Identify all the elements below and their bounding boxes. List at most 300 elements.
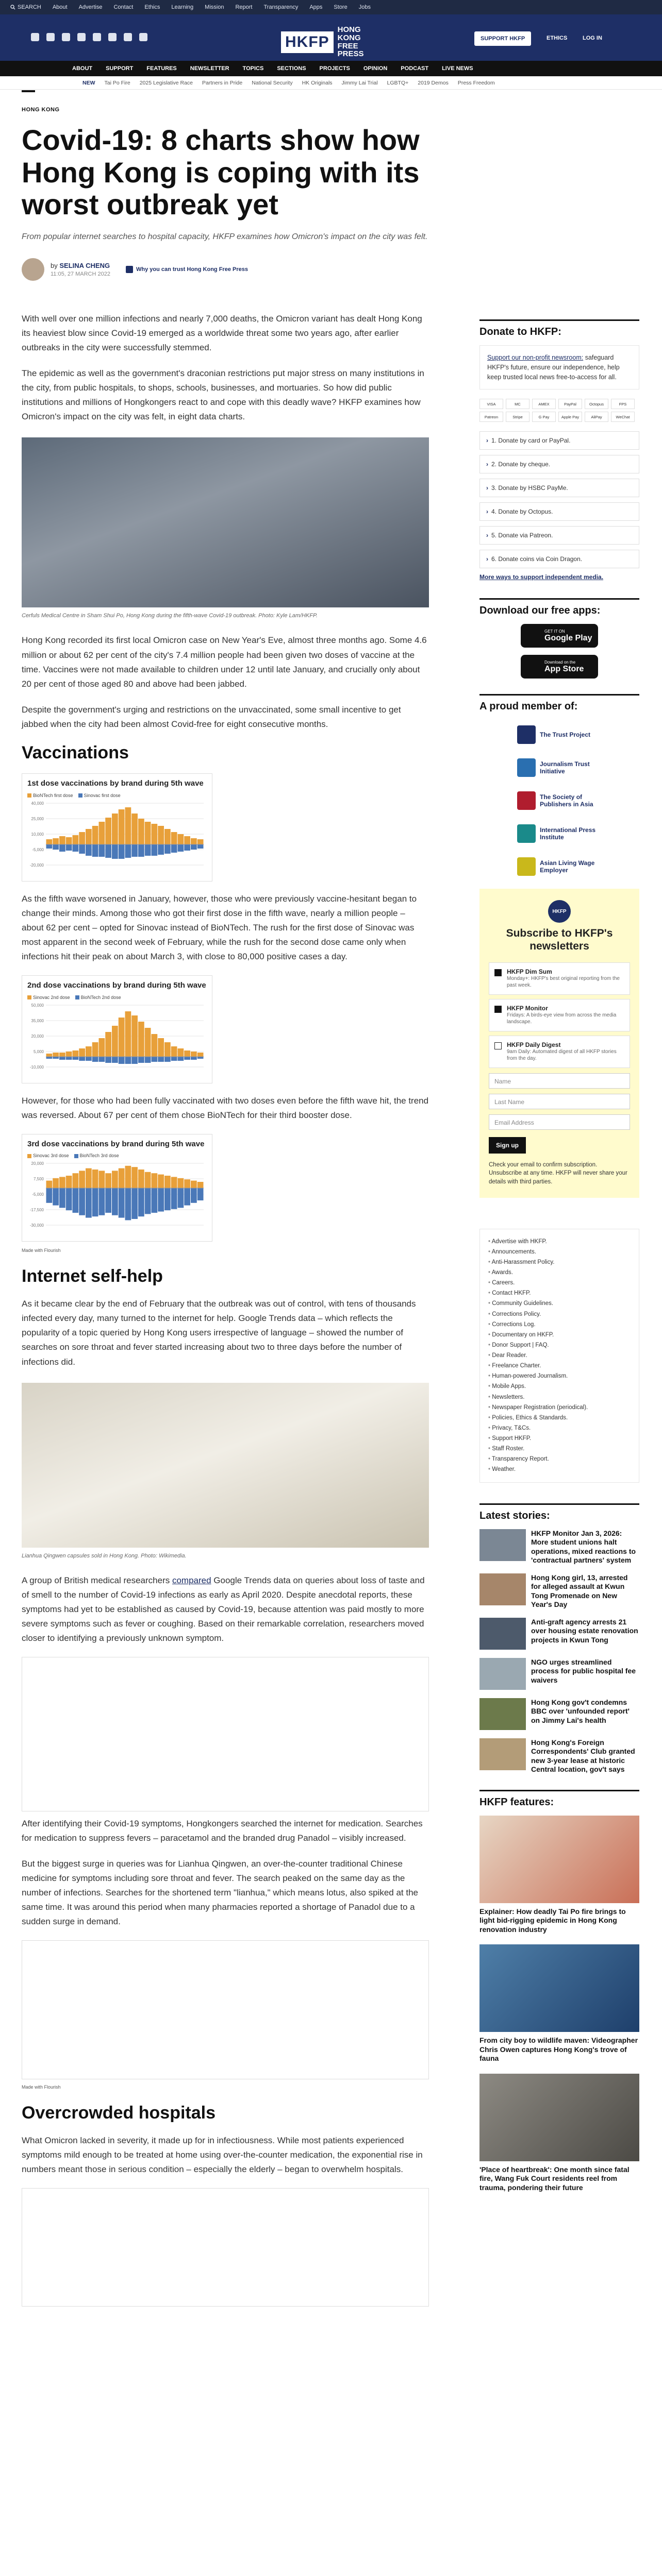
y-tick-label: 5,000 [33, 1049, 44, 1054]
donate-option-label: 6. Donate coins via Coin Dragon. [491, 555, 583, 563]
trust-badge[interactable] [126, 266, 248, 273]
ipi-icon [517, 824, 536, 843]
feature-image [479, 1944, 639, 2032]
name-input[interactable]: Name [489, 1073, 630, 1089]
legend-label: Sinovac 2nd dose [33, 994, 70, 1000]
top-link-contact[interactable]: Contact [113, 4, 134, 10]
section-heading-internet: Internet self-help [22, 1266, 163, 1286]
list-item[interactable]: • Mobile Apps. [488, 1381, 631, 1392]
bar-biontech [53, 844, 59, 850]
y-tick-label: -5,000 [32, 847, 44, 852]
list-item[interactable]: • Awards. [488, 1267, 631, 1278]
section-heading-hospitals: Overcrowded hospitals [22, 2103, 216, 2123]
donate-link[interactable]: Support our non-profit newsroom: [487, 354, 584, 361]
bar-sinovac [152, 1174, 158, 1189]
trending-link[interactable]: Jimmy Lai Trial [341, 79, 378, 86]
list-item[interactable]: • Newspaper Registration (periodical). [488, 1402, 631, 1413]
list-item[interactable]: • Transparency Report. [488, 1454, 631, 1464]
bar-sinovac [59, 836, 65, 844]
y-tick-label: 25,000 [31, 816, 44, 821]
bar-sinovac [197, 1182, 204, 1188]
bar-sinovac [197, 1053, 204, 1057]
top-link-store[interactable]: Store [334, 4, 347, 10]
bar-sinovac [112, 814, 118, 844]
bar-biontech [86, 1057, 92, 1061]
bar-biontech [131, 844, 138, 857]
bar-biontech [197, 1057, 204, 1059]
bar-biontech [184, 1188, 190, 1206]
bar-sinovac [99, 1038, 105, 1057]
author-name[interactable] [51, 262, 110, 269]
bar-biontech [66, 1188, 72, 1210]
author-link[interactable]: SELINA CHENG [59, 262, 110, 270]
trending-link[interactable]: LGBTQ+ [387, 79, 409, 86]
member-logo[interactable] [479, 819, 639, 849]
feature-title[interactable]: From city boy to wildlife maven: Videographer Chris Owen captures Hong Kong's trove of fauna [479, 2036, 638, 2063]
nav-item-projects[interactable]: PROJECTS [319, 65, 350, 72]
gp-big: Google Play [544, 633, 592, 642]
last-name-input[interactable]: Last Name [489, 1094, 630, 1109]
trust-badge-label: Why you can trust Hong Kong Free Press [136, 266, 248, 273]
main-nav [0, 61, 662, 76]
donate-option-label: 1. Donate by card or PayPal. [491, 437, 571, 445]
x-icon[interactable] [62, 33, 70, 41]
bar-sinovac [66, 837, 72, 844]
story-title[interactable]: NGO urges streamlined process for public hospital fee waivers [531, 1657, 636, 1684]
app-store-button[interactable] [521, 655, 598, 679]
as-big: App Store [544, 664, 584, 673]
bar-biontech [99, 1057, 105, 1062]
paragraph [22, 1573, 429, 1646]
top-link-jobs[interactable]: Jobs [358, 4, 371, 10]
bar-sinovac [191, 1052, 197, 1057]
bar-biontech [178, 1057, 184, 1061]
article-title: Covid-19: 8 charts show how Hong Kong is coping with its worst outbreak yet [22, 124, 420, 221]
list-item[interactable]: • Weather. [488, 1464, 631, 1475]
list-item[interactable]: • Human-powered Journalism. [488, 1371, 631, 1381]
bar-sinovac [99, 822, 105, 844]
bar-sinovac [119, 1168, 125, 1188]
section-heading-vaccinations: Vaccinations [22, 742, 129, 762]
bar-biontech [164, 844, 171, 854]
list-item[interactable]: • Anti-Harassment Policy. [488, 1257, 631, 1267]
latest-story[interactable] [479, 1738, 639, 1774]
list-item[interactable]: • Advertise with HKFP. [488, 1236, 631, 1247]
bar-biontech [46, 1188, 53, 1203]
top-link-report[interactable]: Report [235, 4, 253, 10]
top-link-about[interactable]: About [52, 4, 68, 10]
list-item[interactable]: • Dear Reader. [488, 1350, 631, 1361]
payment-logo: WeChat [611, 412, 635, 422]
bar-biontech [73, 1188, 79, 1213]
bar-biontech [105, 1057, 111, 1063]
author-prefix: by [51, 262, 58, 270]
bar-biontech [46, 844, 53, 849]
nav-item-podcast[interactable]: PODCAST [401, 65, 429, 72]
story-title[interactable]: Hong Kong girl, 13, arrested for alleged assault at Kwun Tong Promenade on New Year's Day [531, 1573, 628, 1609]
payment-logo: Stripe [506, 412, 529, 422]
checkbox-unchecked[interactable] [494, 1042, 502, 1049]
payment-logo: PayPal [558, 399, 582, 409]
bar-biontech [131, 1188, 138, 1219]
bar-sinovac [158, 826, 164, 844]
paragraph-text: A group of British medical researchers [22, 1575, 172, 1585]
nav-item-newsletter[interactable]: NEWSLETTER [190, 65, 229, 72]
latest-story[interactable] [479, 1573, 639, 1609]
trending-link[interactable]: Press Freedom [457, 79, 495, 86]
bar-biontech [158, 844, 164, 855]
bar-biontech [99, 1188, 105, 1215]
member-logo[interactable] [479, 720, 639, 750]
bar-sinovac [164, 829, 171, 844]
list-item[interactable]: • Newsletters. [488, 1392, 631, 1402]
donate-option-label: 4. Donate by Octopus. [491, 508, 553, 516]
chart-3rd-dose[interactable] [22, 1134, 212, 1242]
bar-sinovac [171, 832, 177, 844]
checkbox-checked[interactable] [494, 1006, 502, 1013]
bar-biontech [105, 844, 111, 858]
list-item[interactable]: • Freelance Charter. [488, 1361, 631, 1371]
y-tick-label: 10,000 [31, 832, 44, 837]
story-thumbnail [479, 1618, 526, 1650]
payment-logo: Patreon [479, 412, 503, 422]
site-header [0, 14, 662, 61]
bar-sinovac [46, 1054, 53, 1057]
bar-biontech [79, 1188, 85, 1215]
bar-biontech [171, 1188, 177, 1209]
y-tick-label: 7,500 [33, 1177, 44, 1182]
trending-link[interactable]: 2019 Demos [418, 79, 449, 86]
bar-biontech [197, 844, 204, 849]
site-logo[interactable] [281, 26, 379, 58]
bar-sinovac [145, 822, 151, 844]
paragraph: Despite the government's urging and restrictions on the unvaccinated, some small incentive to get jabbed when the city had been almost Covid-free for eight consecutive months. [22, 704, 401, 729]
bar-biontech [178, 1188, 184, 1208]
bar-sinovac [73, 1174, 79, 1189]
chart-title: 1st dose vaccinations by brand during 5th wave [27, 778, 204, 788]
as-small: Download on the [544, 659, 576, 665]
legend-label: BioNTech 2nd dose [80, 994, 121, 1000]
story-thumbnail [479, 1573, 526, 1605]
list-item[interactable]: • Policies, Ethics & Standards. [488, 1413, 631, 1423]
nl-option-desc: Monday+: HKFP's best original reporting from the past week. [507, 975, 620, 989]
legend-item [75, 995, 121, 1000]
compared-link[interactable]: compared [172, 1575, 211, 1585]
bar-biontech [112, 1188, 118, 1215]
chart-embed-placeholder[interactable] [22, 1940, 429, 2079]
paragraph: After identifying their Covid-19 symptoms, Hongkongers searched the internet for medication. Searches for medication to suppress fevers – paracetamol and the branded drug Panadol – visibly increased. [22, 1818, 423, 1843]
latest-story[interactable] [479, 1529, 639, 1565]
latest-story[interactable] [479, 1698, 639, 1730]
trust-project-icon [517, 725, 536, 744]
google-play-button[interactable] [521, 624, 598, 648]
bar-sinovac [138, 1022, 144, 1057]
story-title[interactable]: HKFP Monitor Jan 3, 2026: More student unions halt operations, mixed reactions to 'contractual partners' system [531, 1529, 636, 1565]
feature-story[interactable] [479, 1816, 639, 1935]
bar-biontech [119, 1057, 125, 1064]
latest-story[interactable] [479, 1658, 639, 1690]
bar-biontech [152, 1188, 158, 1213]
chart-embed-placeholder[interactable] [22, 2188, 429, 2307]
bar-biontech [86, 1188, 92, 1218]
bar-biontech [164, 1188, 171, 1210]
story-thumbnail [479, 1529, 526, 1561]
bar-sinovac [73, 835, 79, 844]
search-label: SEARCH [18, 4, 41, 10]
y-tick-label: 50,000 [31, 1003, 44, 1008]
payment-logo: G Pay [532, 412, 556, 422]
member-logo[interactable] [479, 753, 639, 783]
facebook-icon[interactable] [31, 33, 39, 41]
y-tick-label: -30,000 [29, 1223, 44, 1228]
payment-logo: VISA [479, 399, 503, 409]
email-input[interactable]: Email Address [489, 1114, 630, 1130]
list-item[interactable]: • Donor Support | FAQ. [488, 1340, 631, 1350]
nl-option-desc: 9am Daily: Automated digest of all HKFP stories from the day. [507, 1048, 617, 1062]
donate-option-label: 2. Donate by cheque. [491, 461, 551, 468]
gp-small: GET IT ON [544, 629, 565, 634]
list-item[interactable]: • Privacy, T&Cs. [488, 1423, 631, 1433]
list-item[interactable]: • Corrections Policy. [488, 1309, 631, 1319]
donate-option-label: 3. Donate by HSBC PayMe. [491, 484, 568, 492]
bar-biontech [125, 1188, 131, 1220]
bar-sinovac [66, 1052, 72, 1057]
bar-biontech [53, 1057, 59, 1059]
legend-item [27, 793, 73, 798]
legend-item [74, 1153, 119, 1158]
top-link-advertise[interactable]: Advertise [78, 4, 103, 10]
checkbox-checked[interactable] [494, 969, 502, 976]
chart-title: 3rd dose vaccinations by brand during 5th wave [27, 1139, 205, 1148]
latest-story[interactable] [479, 1618, 639, 1650]
bar-sinovac [66, 1176, 72, 1188]
donate-text: safeguard HKFP's future, ensure our independence, help keep trusted local news free-to-access for all. [487, 354, 620, 381]
feature-story[interactable] [479, 1944, 639, 2063]
trust-icon [126, 266, 133, 273]
list-item[interactable]: • Careers. [488, 1278, 631, 1288]
bar-biontech [125, 844, 131, 858]
support-button[interactable]: SUPPORT HKFP [474, 31, 531, 46]
photo-caption: Cerfuls Medical Centre in Sham Shui Po, Hong Kong during the fifth-wave Covid-19 outbreak. Photo: Kyle Lam/HKFP. [22, 613, 318, 619]
paragraph: With well over one million infections and nearly 7,000 deaths, the Omicron variant has dealt Hong Kong its heaviest blow since Covid-19 emerged as a worldwide threat some two years ago, after earlier outbreaks in the city were successfully stemmed. [22, 314, 422, 353]
nav-item-about[interactable]: ABOUT [72, 65, 93, 72]
payment-logo: MC [506, 399, 529, 409]
bar-sinovac [152, 824, 158, 844]
member-heading: A proud member of: [479, 694, 639, 713]
top-link-learning[interactable]: Learning [171, 4, 194, 10]
bar-sinovac [79, 1048, 85, 1057]
bar-biontech [138, 1188, 144, 1216]
chart-embed-placeholder[interactable] [22, 1657, 429, 1811]
nav-item-support[interactable]: SUPPORT [106, 65, 134, 72]
nav-item-live-news[interactable]: LIVE NEWS [442, 65, 473, 72]
flourish-credit[interactable]: Made with Flourish [22, 2084, 61, 2090]
legend-label: Sinovac 3rd dose [33, 1153, 69, 1159]
sopa-icon [517, 791, 536, 810]
flourish-credit[interactable]: Made with Flourish [22, 1248, 61, 1253]
feature-title[interactable]: 'Place of heartbreak': One month since fatal fire, Wang Fuk Court residents reel from trauma, pondering their future [479, 2165, 630, 2192]
feature-title[interactable]: Explainer: How deadly Tai Po fire brings to light bid-rigging epidemic in Hong Kong renovation industry [479, 1907, 626, 1934]
bar-sinovac [145, 1172, 151, 1188]
list-item[interactable]: • Documentary on HKFP. [488, 1330, 631, 1340]
chevron-right-icon: › [486, 555, 488, 563]
story-title[interactable]: Anti-graft agency arrests 21 over housing estate renovation projects in Kwun Tong [531, 1617, 638, 1644]
chart-2nd-dose[interactable] [22, 975, 212, 1083]
chevron-right-icon: › [486, 484, 488, 492]
feature-image [479, 1816, 639, 1903]
newsletter-option[interactable] [489, 999, 630, 1031]
instagram-icon[interactable] [46, 33, 55, 41]
bar-sinovac [53, 838, 59, 844]
member-label: International Press Institute [540, 826, 596, 841]
bar-sinovac [125, 1166, 131, 1188]
chart-legend [27, 1153, 207, 1158]
search-link[interactable] [10, 4, 41, 10]
member-label: The Trust Project [540, 731, 591, 739]
bar-sinovac [145, 1028, 151, 1057]
trending-link[interactable]: 2025 Legislative Race [139, 79, 193, 86]
bar-biontech [152, 1057, 158, 1062]
bar-biontech [92, 1057, 98, 1062]
legend-item [78, 793, 121, 798]
chart-svg [27, 1002, 207, 1074]
donate-option[interactable] [479, 502, 639, 521]
login-link[interactable]: LOG IN [583, 35, 602, 41]
payment-logo: AliPay [585, 412, 608, 422]
chevron-right-icon: › [486, 461, 488, 468]
features-heading: HKFP features: [479, 1790, 639, 1808]
member-label: The Society of Publishers in Asia [540, 793, 593, 808]
bar-biontech [59, 1188, 65, 1208]
bar-biontech [152, 844, 158, 856]
bar-sinovac [79, 1171, 85, 1189]
story-title[interactable]: Hong Kong's Foreign Correspondents' Club granted new 3-year lease at historic Central location, gov't says [531, 1738, 635, 1774]
newsletter-option[interactable] [489, 962, 630, 995]
rss-icon[interactable] [139, 33, 147, 41]
apps-heading: Download our free apps: [479, 598, 639, 617]
ethics-link[interactable]: ETHICS [547, 35, 568, 41]
newsletter-option[interactable] [489, 1036, 630, 1068]
latest-heading: Latest stories: [479, 1503, 639, 1522]
bar-biontech [191, 844, 197, 850]
bar-biontech [79, 1057, 85, 1061]
byline [22, 258, 455, 281]
threads-icon[interactable] [77, 33, 86, 41]
trending-link[interactable]: HK Originals [302, 79, 333, 86]
list-item[interactable]: • Contact HKFP. [488, 1288, 631, 1298]
payment-methods [479, 399, 639, 422]
donate-option-label: 5. Donate via Patreon. [491, 532, 553, 539]
donate-option[interactable] [479, 526, 639, 545]
donate-option[interactable] [479, 550, 639, 568]
bar-sinovac [152, 1034, 158, 1057]
article-photo [22, 437, 429, 607]
bar-sinovac [138, 819, 144, 844]
bar-sinovac [112, 1026, 118, 1057]
section-tag[interactable]: HONG KONG [22, 107, 60, 113]
y-tick-label: 20,000 [31, 1033, 44, 1039]
list-item[interactable]: • Corrections Log. [488, 1319, 631, 1330]
bar-biontech [99, 844, 105, 857]
donate-heading: Donate to HKFP: [479, 319, 639, 338]
donate-option[interactable] [479, 479, 639, 497]
donate-box [479, 345, 639, 389]
top-link-ethics[interactable]: Ethics [144, 4, 160, 10]
paragraph: However, for those who had been fully vaccinated with two doses even before the fifth wave hit, the trend was reversed. About 67 per cent of them chose BioNTech for their third booster dose. [22, 1095, 429, 1120]
legend-item [27, 1153, 69, 1158]
list-item[interactable]: • Community Guidelines. [488, 1298, 631, 1309]
donate-option[interactable] [479, 455, 639, 473]
chart-1st-dose[interactable] [22, 773, 212, 882]
bar-biontech [59, 844, 65, 852]
article [22, 90, 455, 2312]
bar-biontech [105, 1188, 111, 1213]
list-item[interactable]: • Announcements. [488, 1247, 631, 1257]
bar-biontech [86, 844, 92, 856]
bar-sinovac [131, 1167, 138, 1189]
top-link-apps[interactable]: Apps [309, 4, 323, 10]
chart-legend [27, 793, 207, 798]
story-title[interactable]: Hong Kong gov't condemns BBC over 'unfounded report' on Jimmy Lai's health [531, 1698, 630, 1724]
article-dek: From popular internet searches to hospital capacity, HKFP examines how Omicron's impact on the city was felt. [22, 232, 428, 242]
trending-link[interactable]: National Security [252, 79, 293, 86]
bar-sinovac [171, 1046, 177, 1057]
bar-biontech [145, 844, 151, 856]
bar-biontech [53, 1188, 59, 1206]
youtube-icon[interactable] [93, 33, 101, 41]
member-label: Journalism Trust Initiative [540, 760, 590, 775]
top-link-transparency[interactable]: Transparency [263, 4, 299, 10]
donate-option[interactable] [479, 431, 639, 450]
nav-item-topics[interactable]: TOPICS [242, 65, 264, 72]
y-tick-label: 40,000 [31, 801, 44, 806]
trending-link[interactable]: Tai Po Fire [104, 79, 130, 86]
list-item[interactable]: • Support HKFP. [488, 1433, 631, 1444]
mail-icon[interactable] [124, 33, 132, 41]
story-thumbnail [479, 1738, 526, 1770]
paragraph: But the biggest surge in queries was for Lianhua Qingwen, an over-the-counter traditional Chinese medicine for symptoms including sore throat and fever. The search peaked on the same day as the number of infections. Searches for the shortened term "lianhua," which means lotus, also spiked at the same time. It was around this period when many pharmacies reported a shortage of Panadol due to a sudden surge in demand. [22, 1858, 418, 1927]
bar-sinovac [92, 1170, 98, 1188]
signup-button[interactable]: Sign up [489, 1137, 526, 1154]
linkedin-icon[interactable] [108, 33, 117, 41]
member-logo[interactable] [479, 852, 639, 882]
newsletter-signup [479, 889, 639, 1197]
chart-svg [27, 1160, 207, 1232]
bar-sinovac [119, 1018, 125, 1057]
bar-biontech [92, 1188, 98, 1216]
bar-biontech [184, 1057, 190, 1060]
bar-biontech [138, 1057, 144, 1063]
bar-sinovac [53, 1178, 59, 1188]
bar-sinovac [86, 1046, 92, 1057]
legend-label: Sinovac first dose [84, 792, 121, 798]
list-item[interactable]: • Staff Roster. [488, 1444, 631, 1454]
nav-item-features[interactable]: FEATURES [146, 65, 177, 72]
trending-link[interactable]: Partners in Pride [202, 79, 243, 86]
nav-item-opinion[interactable]: OPINION [363, 65, 388, 72]
payment-logo: Octopus [585, 399, 608, 409]
bar-biontech [171, 1057, 177, 1061]
top-link-mission[interactable]: Mission [205, 4, 224, 10]
feature-story[interactable] [479, 2074, 639, 2193]
member-logo[interactable] [479, 786, 639, 816]
more-ways-link[interactable]: More ways to support independent media. [479, 573, 604, 581]
payment-logo: AMEX [532, 399, 556, 409]
bar-sinovac [86, 1168, 92, 1188]
chevron-right-icon: › [486, 532, 488, 539]
payment-logo: FPS [611, 399, 635, 409]
nav-item-sections[interactable]: SECTIONS [277, 65, 306, 72]
